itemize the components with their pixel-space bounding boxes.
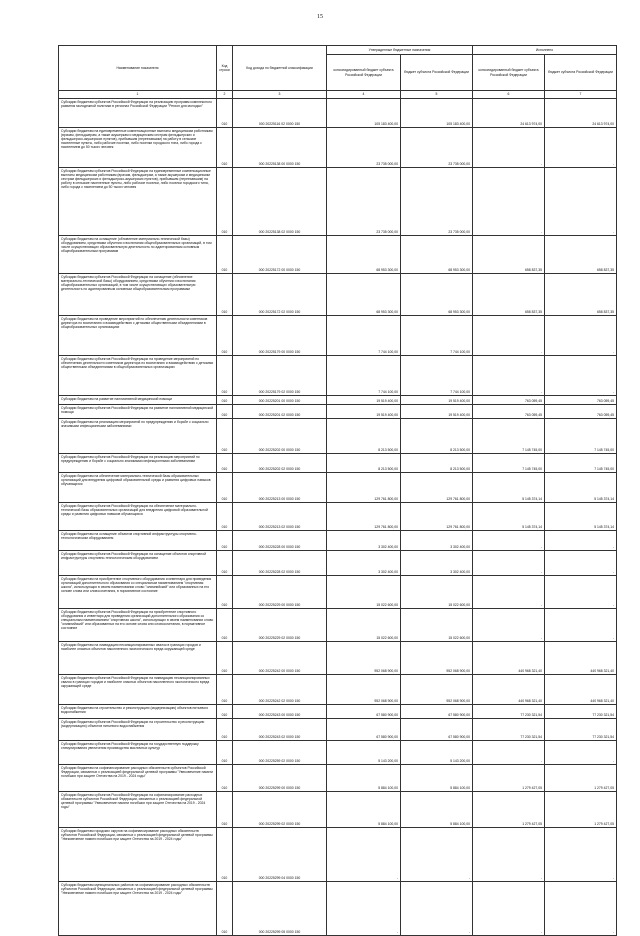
table-row bbox=[59, 128, 617, 168]
header-executed: Исполнено bbox=[473, 46, 617, 55]
row-income-code: 000 20225116 02 0000 150 bbox=[233, 99, 327, 128]
row-income-code: 000 20225213 00 0000 150 bbox=[233, 473, 327, 503]
table-row bbox=[59, 828, 617, 882]
row-approved-subject: 8 213 500,00 bbox=[401, 419, 473, 454]
row-approved-consolidated: 67 580 900,00 bbox=[327, 705, 401, 719]
row-executed-subject: 440 968 321,40 bbox=[545, 675, 617, 705]
row-approved-subject: 15 022 600,00 bbox=[401, 576, 473, 609]
row-executed-subject: 77 230 321,54 bbox=[545, 705, 617, 719]
column-number: 7 bbox=[545, 91, 617, 99]
row-name: Субсидии бюджетам на единовременные компенсационные выплаты медицинским работникам (врачам, фельдшерам, а также акушеркам и медицинским сестрам фельдшерских и фельдшерско-акушерских пунктов), прибывшим (переехавшим) на работу в сельские населенные пункты, либо рабочие поселки, либо поселки городского типа, либо города с населением до 50 тысяч человек bbox=[59, 128, 217, 168]
row-executed-subject: - bbox=[545, 316, 617, 356]
column-number: 3 bbox=[233, 91, 327, 99]
row-executed-subject: 24 613 974,00 bbox=[545, 99, 617, 128]
row-executed-consolidated: 7 145 745,00 bbox=[473, 454, 545, 473]
row-approved-subject: 3 302 400,00 bbox=[401, 551, 473, 576]
row-code: 010 bbox=[217, 99, 233, 128]
table-row bbox=[59, 419, 617, 454]
row-code: 010 bbox=[217, 473, 233, 503]
row-executed-subject: - bbox=[545, 882, 617, 936]
row-executed-consolidated: - bbox=[473, 316, 545, 356]
row-executed-subject: 7 145 745,00 bbox=[545, 454, 617, 473]
column-number: 6 bbox=[473, 91, 545, 99]
row-code: 010 bbox=[217, 551, 233, 576]
row-income-code: 000 20225179 00 0000 150 bbox=[233, 316, 327, 356]
row-approved-subject: 952 068 900,00 bbox=[401, 642, 473, 675]
row-approved-consolidated: 19 519 400,00 bbox=[327, 405, 401, 419]
row-name: Субсидии бюджетам муниципальных районов на софинансирование расходных обязательств субъектов Российской Федерации, связанных с реализацией федеральной целевой программы "Увековечение памяти погибших при защите Отечества на 2019 - 2024 годы" bbox=[59, 882, 217, 936]
row-executed-subject: 440 968 321,40 bbox=[545, 642, 617, 675]
row-income-code: 000 20225299 04 0000 150 bbox=[233, 828, 327, 882]
row-approved-subject: 19 519 400,00 bbox=[401, 405, 473, 419]
table-row bbox=[59, 356, 617, 396]
row-name: Субсидии бюджетам на строительство и реконструкцию (модернизацию) объектов питьевого водоснабжения bbox=[59, 705, 217, 719]
table-row bbox=[59, 609, 617, 642]
table-row bbox=[59, 316, 617, 356]
header-approved-subject: бюджет субъекта Российской Федерации bbox=[401, 55, 473, 91]
row-executed-consolidated: 7 145 745,00 bbox=[473, 419, 545, 454]
row-income-code: 000 20225259 02 0000 150 bbox=[233, 741, 327, 765]
row-income-code: 000 20225243 00 0000 150 bbox=[233, 705, 327, 719]
table-row bbox=[59, 396, 617, 405]
row-income-code: 000 20225138 00 0000 150 bbox=[233, 128, 327, 168]
row-code: 010 bbox=[217, 405, 233, 419]
column-number: 5 bbox=[401, 91, 473, 99]
row-executed-subject: - bbox=[545, 828, 617, 882]
row-approved-consolidated: 3 302 400,00 bbox=[327, 551, 401, 576]
row-code: 010 bbox=[217, 356, 233, 396]
row-name: Субсидии бюджетам субъектов Российской Федерации на реализацию программ комплексного развития молодежной политики в регионах Российской Федерации "Регион для молодых" bbox=[59, 99, 217, 128]
row-income-code: 000 20225201 02 0000 150 bbox=[233, 405, 327, 419]
row-code: 010 bbox=[217, 419, 233, 454]
row-approved-consolidated: 952 068 900,00 bbox=[327, 642, 401, 675]
table-row bbox=[59, 675, 617, 705]
table-row bbox=[59, 882, 617, 936]
row-executed-consolidated: - bbox=[473, 168, 545, 236]
row-executed-consolidated: 1 279 427,05 bbox=[473, 792, 545, 828]
row-code: 010 bbox=[217, 128, 233, 168]
table-row bbox=[59, 741, 617, 765]
row-income-code: 000 20225138 02 0000 150 bbox=[233, 168, 327, 236]
row-name: Субсидии бюджетам на развитие паллиативной медицинской помощи bbox=[59, 396, 217, 405]
table-row bbox=[59, 551, 617, 576]
row-name: Субсидии бюджетам на оснащение объектов спортивной инфраструктуры спортивно-технологическим оборудованием bbox=[59, 531, 217, 551]
table-row bbox=[59, 405, 617, 419]
row-code: 010 bbox=[217, 274, 233, 316]
row-executed-consolidated: - bbox=[473, 576, 545, 609]
row-approved-subject: 8 213 500,00 bbox=[401, 454, 473, 473]
row-executed-subject: - bbox=[545, 609, 617, 642]
row-approved-consolidated: - bbox=[327, 882, 401, 936]
row-approved-subject: 15 022 600,00 bbox=[401, 609, 473, 642]
row-executed-consolidated: 440 968 321,40 bbox=[473, 642, 545, 675]
row-approved-subject: 5 884 100,00 bbox=[401, 765, 473, 792]
row-code: 010 bbox=[217, 531, 233, 551]
row-name: Субсидии бюджетам на реализацию мероприятий по предупреждению и борьбе с социально значимыми инфекционными заболеваниями bbox=[59, 419, 217, 454]
column-number: 2 bbox=[217, 91, 233, 99]
row-executed-subject: 658 837,35 bbox=[545, 236, 617, 274]
column-number: 1 bbox=[59, 91, 217, 99]
row-approved-subject: 23 735 000,00 bbox=[401, 168, 473, 236]
row-approved-subject: 19 519 400,00 bbox=[401, 396, 473, 405]
table-row bbox=[59, 473, 617, 503]
row-executed-consolidated: - bbox=[473, 356, 545, 396]
row-approved-subject: 7 744 100,00 bbox=[401, 356, 473, 396]
row-executed-consolidated: 77 230 321,54 bbox=[473, 705, 545, 719]
row-code: 010 bbox=[217, 236, 233, 274]
row-approved-consolidated: 8 213 500,00 bbox=[327, 419, 401, 454]
row-income-code: 000 20225299 02 0000 150 bbox=[233, 792, 327, 828]
row-approved-consolidated: 129 761 800,00 bbox=[327, 503, 401, 531]
budget-execution-table bbox=[58, 45, 617, 936]
row-code: 010 bbox=[217, 454, 233, 473]
row-income-code: 000 20225243 02 0000 150 bbox=[233, 719, 327, 741]
row-approved-consolidated: 5 884 100,00 bbox=[327, 792, 401, 828]
table-row bbox=[59, 168, 617, 236]
row-approved-subject: 5 884 100,00 bbox=[401, 792, 473, 828]
row-approved-subject: 129 761 800,00 bbox=[401, 473, 473, 503]
row-code: 010 bbox=[217, 576, 233, 609]
row-executed-consolidated: 24 613 974,00 bbox=[473, 99, 545, 128]
row-name: Субсидии бюджетам субъектов Российской Федерации на проведение мероприятий по обеспечению деятельности советников директора по воспитанию и взаимодействию с детскими общественными объединениями в общеобразовательных организациях bbox=[59, 356, 217, 396]
row-executed-consolidated: 763 059,45 bbox=[473, 396, 545, 405]
row-name: Субсидии бюджетам на проведение мероприятий по обеспечению деятельности советников директора по воспитанию и взаимодействию с детскими общественными объединениями в общеобразовательных организациях bbox=[59, 316, 217, 356]
table-row bbox=[59, 99, 617, 128]
row-executed-consolidated: 763 059,45 bbox=[473, 405, 545, 419]
row-approved-subject: 67 580 900,00 bbox=[401, 719, 473, 741]
row-approved-subject: - bbox=[401, 882, 473, 936]
row-approved-subject: 68 953 300,00 bbox=[401, 236, 473, 274]
row-executed-consolidated: - bbox=[473, 882, 545, 936]
row-name: Субсидии бюджетам на ликвидацию несанкционированных свалок в границах городов и наиболее опасных объектов накопленного экологического вреда окружающей среде bbox=[59, 642, 217, 675]
header-name: Наименование показателя bbox=[59, 46, 217, 91]
row-executed-consolidated: - bbox=[473, 531, 545, 551]
row-code: 010 bbox=[217, 765, 233, 792]
header-executed-subject: бюджет субъекта Российской Федерации bbox=[545, 55, 617, 91]
row-executed-subject: 7 145 745,00 bbox=[545, 419, 617, 454]
row-name: Субсидии бюджетам субъектов Российской Федерации на единовременные компенсационные выплаты медицинским работникам (врачам, фельдшерам, а также акушеркам и медицинским сестрам фельдшерских и фельдшерско-акушерских пунктов), прибывшим (переехавшим) на работу в сельские населенные пункты, либо рабочие поселки, либо поселки городского типа, либо города с населением до 50 тысяч человек bbox=[59, 168, 217, 236]
row-approved-consolidated: 5 884 100,00 bbox=[327, 765, 401, 792]
row-executed-consolidated: - bbox=[473, 551, 545, 576]
row-executed-subject: 5 145 374,14 bbox=[545, 503, 617, 531]
row-approved-consolidated: 952 068 900,00 bbox=[327, 675, 401, 705]
row-approved-consolidated: 19 519 400,00 bbox=[327, 396, 401, 405]
row-approved-subject: 23 735 000,00 bbox=[401, 128, 473, 168]
row-approved-subject: - bbox=[401, 828, 473, 882]
row-approved-consolidated: 7 744 100,00 bbox=[327, 316, 401, 356]
row-income-code: 000 20225242 02 0000 150 bbox=[233, 675, 327, 705]
row-code: 010 bbox=[217, 792, 233, 828]
row-code: 010 bbox=[217, 609, 233, 642]
table-row bbox=[59, 792, 617, 828]
row-name: Субсидии бюджетам субъектов Российской Федерации на государственную поддержку стимулирования увеличения производства масличных культур bbox=[59, 741, 217, 765]
row-name: Субсидии бюджетам субъектов Российской Федерации на софинансирование расходных обязательств субъектов Российской Федерации, связанных с реализацией федеральной целевой программы "Увековечение памяти погибших при защите Отечества на 2019 - 2024 годы" bbox=[59, 792, 217, 828]
row-income-code: 000 20225228 00 0000 150 bbox=[233, 531, 327, 551]
row-executed-subject: - bbox=[545, 551, 617, 576]
row-executed-consolidated: - bbox=[473, 828, 545, 882]
row-executed-subject: 77 230 321,54 bbox=[545, 719, 617, 741]
row-approved-consolidated: 68 953 300,00 bbox=[327, 236, 401, 274]
column-number: 4 bbox=[327, 91, 401, 99]
row-name: Субсидии бюджетам субъектов Российской Федерации на реализацию мероприятий по предупреждению и борьбе с социально значимыми инфекционными заболеваниями bbox=[59, 454, 217, 473]
row-code: 010 bbox=[217, 642, 233, 675]
row-income-code: 000 20225229 00 0000 150 bbox=[233, 576, 327, 609]
row-income-code: 000 20225202 02 0000 150 bbox=[233, 454, 327, 473]
row-income-code: 000 20225299 05 0000 150 bbox=[233, 882, 327, 936]
row-name: Субсидии бюджетам субъектов Российской Федерации на развитие паллиативной медицинской помощи bbox=[59, 405, 217, 419]
table-row bbox=[59, 274, 617, 316]
table-row bbox=[59, 531, 617, 551]
row-approved-subject: 105 183 400,00 bbox=[401, 99, 473, 128]
page-number: 15 bbox=[317, 14, 323, 20]
row-executed-consolidated: 77 230 321,54 bbox=[473, 719, 545, 741]
row-executed-subject: - bbox=[545, 128, 617, 168]
table-row bbox=[59, 576, 617, 609]
row-executed-subject: 5 145 374,14 bbox=[545, 473, 617, 503]
row-approved-subject: 129 761 800,00 bbox=[401, 503, 473, 531]
table-row bbox=[59, 503, 617, 531]
row-executed-subject: 1 279 427,05 bbox=[545, 792, 617, 828]
row-name: Субсидии бюджетам субъектов Российской Федерации на приобретение спортивного оборудования и инвентаря для приведения организаций дополнительного образования со специальным наименованием "спортивная школа", использующих в своем наименовании слово "олимпийский" или образованных на его основе слова или словосочетания, в нормативное состояние bbox=[59, 609, 217, 642]
row-income-code: 000 20225229 02 0000 150 bbox=[233, 609, 327, 642]
row-name: Субсидии бюджетам городских округов на софинансирование расходных обязательств субъектов Российской Федерации, связанных с реализацией федеральной целевой программы "Увековечение памяти погибших при защите Отечества на 2019 - 2024 годы" bbox=[59, 828, 217, 882]
row-executed-subject: - bbox=[545, 356, 617, 396]
row-income-code: 000 20225202 00 0000 150 bbox=[233, 419, 327, 454]
row-approved-consolidated: 15 022 600,00 bbox=[327, 576, 401, 609]
table-row bbox=[59, 719, 617, 741]
row-approved-subject: 952 068 900,00 bbox=[401, 675, 473, 705]
header-approved-consolidated: консолидированный бюджет субъекта Российской Федерации bbox=[327, 55, 401, 91]
row-income-code: 000 20225213 02 0000 150 bbox=[233, 503, 327, 531]
row-code: 010 bbox=[217, 396, 233, 405]
row-executed-subject: - bbox=[545, 576, 617, 609]
row-name: Субсидии бюджетам субъектов Российской Федерации на обеспечение материально-технической базы образовательных организаций для внедрения цифровой образовательной среды и развития цифровых навыков обучающихся bbox=[59, 503, 217, 531]
row-approved-consolidated: 105 183 400,00 bbox=[327, 99, 401, 128]
row-code: 010 bbox=[217, 675, 233, 705]
row-executed-consolidated: 440 968 321,40 bbox=[473, 675, 545, 705]
row-code: 010 bbox=[217, 882, 233, 936]
row-code: 010 bbox=[217, 705, 233, 719]
row-executed-subject: 763 059,45 bbox=[545, 396, 617, 405]
row-name: Субсидии бюджетам на обеспечение материально-технической базы образовательных организаций для внедрения цифровой образовательной среды и развития цифровых навыков обучающихся bbox=[59, 473, 217, 503]
row-name: Субсидии бюджетам субъектов Российской Федерации на ликвидацию несанкционированных свалок в границах городов и наиболее опасных объектов накопленного экологического вреда окружающей среде bbox=[59, 675, 217, 705]
row-executed-consolidated: - bbox=[473, 741, 545, 765]
row-code: 010 bbox=[217, 719, 233, 741]
row-income-code: 000 20225172 00 0000 150 bbox=[233, 236, 327, 274]
row-approved-consolidated: 5 143 200,00 bbox=[327, 741, 401, 765]
header-code: Код строки bbox=[217, 46, 233, 91]
row-income-code: 000 20225172 02 0000 150 bbox=[233, 274, 327, 316]
row-executed-consolidated: 658 837,35 bbox=[473, 236, 545, 274]
row-name: Субсидии бюджетам на оснащение (обновление материально-технической базы) оборудованием, средствами обучения и воспитания общеобразовательных организаций, в том числе осуществляющих образовательную деятельность по адаптированным основным общеобразовательным программам bbox=[59, 236, 217, 274]
row-name: Субсидии бюджетам на софинансирование расходных обязательств субъектов Российской Федерации, связанных с реализацией федеральной целевой программы "Увековечение памяти погибших при защите Отечества на 2019 - 2024 годы" bbox=[59, 765, 217, 792]
row-executed-consolidated: - bbox=[473, 609, 545, 642]
row-approved-consolidated: 68 953 300,00 bbox=[327, 274, 401, 316]
row-code: 010 bbox=[217, 316, 233, 356]
row-executed-subject: 763 059,45 bbox=[545, 405, 617, 419]
row-approved-consolidated: 23 735 000,00 bbox=[327, 128, 401, 168]
table-row bbox=[59, 454, 617, 473]
row-approved-subject: 5 143 200,00 bbox=[401, 741, 473, 765]
row-executed-consolidated: 658 837,35 bbox=[473, 274, 545, 316]
header-approved: Утвержденные бюджетные назначения bbox=[327, 46, 473, 55]
table-row bbox=[59, 765, 617, 792]
row-executed-subject: 1 279 427,05 bbox=[545, 765, 617, 792]
row-approved-subject: 3 302 400,00 bbox=[401, 531, 473, 551]
row-code: 010 bbox=[217, 168, 233, 236]
row-executed-consolidated: - bbox=[473, 128, 545, 168]
row-executed-subject: 658 837,35 bbox=[545, 274, 617, 316]
table-row bbox=[59, 236, 617, 274]
row-executed-subject: - bbox=[545, 741, 617, 765]
row-approved-subject: 7 744 100,00 bbox=[401, 316, 473, 356]
row-executed-consolidated: 5 145 374,14 bbox=[473, 503, 545, 531]
header-executed-consolidated: консолидированный бюджет субъекта Российской Федерации bbox=[473, 55, 545, 91]
row-approved-subject: 67 580 900,00 bbox=[401, 705, 473, 719]
row-approved-consolidated: - bbox=[327, 828, 401, 882]
row-approved-consolidated: 8 213 500,00 bbox=[327, 454, 401, 473]
row-approved-consolidated: 129 761 800,00 bbox=[327, 473, 401, 503]
row-code: 010 bbox=[217, 828, 233, 882]
row-executed-subject: - bbox=[545, 531, 617, 551]
row-name: Субсидии бюджетам на приобретение спортивного оборудования и инвентаря для приведения организаций дополнительного образования со специальным наименованием "спортивная школа", использующих в своем наименовании слово "олимпийский" или образованных на его основе слова или словосочетания, в нормативное состояние bbox=[59, 576, 217, 609]
row-income-code: 000 20225299 00 0000 150 bbox=[233, 765, 327, 792]
row-approved-subject: 68 953 300,00 bbox=[401, 274, 473, 316]
table-row bbox=[59, 642, 617, 675]
row-name: Субсидии бюджетам субъектов Российской Федерации на оснащение объектов спортивной инфраструктуры спортивно-технологическим оборудованием bbox=[59, 551, 217, 576]
row-income-code: 000 20225228 02 0000 150 bbox=[233, 551, 327, 576]
row-name: Субсидии бюджетам субъектов Российской Федерации на строительство и реконструкцию (модернизацию) объектов питьевого водоснабжения bbox=[59, 719, 217, 741]
row-name: Субсидии бюджетам субъектов Российской Федерации на оснащение (обновление материально-технической базы) оборудованием, средствами обучения и воспитания общеобразовательных организаций, в том числе осуществляющих образовательную деятельность по адаптированным основным общеобразовательным программам bbox=[59, 274, 217, 316]
row-income-code: 000 20225242 00 0000 150 bbox=[233, 642, 327, 675]
row-approved-consolidated: 7 744 100,00 bbox=[327, 356, 401, 396]
row-executed-consolidated: 1 279 427,05 bbox=[473, 765, 545, 792]
row-executed-subject: - bbox=[545, 168, 617, 236]
row-approved-consolidated: 23 735 000,00 bbox=[327, 168, 401, 236]
header-income-code: Код дохода по бюджетной классификации bbox=[233, 46, 327, 91]
table-row bbox=[59, 705, 617, 719]
row-executed-consolidated: 5 145 374,14 bbox=[473, 473, 545, 503]
row-approved-consolidated: 3 302 400,00 bbox=[327, 531, 401, 551]
row-code: 010 bbox=[217, 503, 233, 531]
row-approved-consolidated: 15 022 600,00 bbox=[327, 609, 401, 642]
row-income-code: 000 20225179 02 0000 150 bbox=[233, 356, 327, 396]
row-code: 010 bbox=[217, 741, 233, 765]
row-approved-consolidated: 67 580 900,00 bbox=[327, 719, 401, 741]
row-income-code: 000 20225201 00 0000 150 bbox=[233, 396, 327, 405]
